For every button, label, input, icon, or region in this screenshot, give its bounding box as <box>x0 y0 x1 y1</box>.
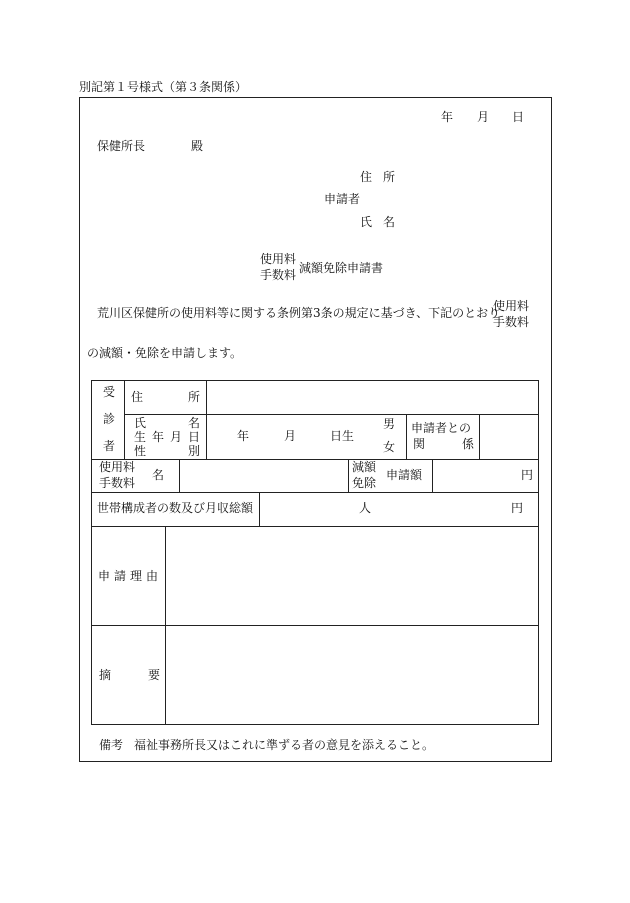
sex-male: 男 <box>383 417 396 431</box>
sex-label-2: 別 <box>188 444 201 458</box>
heading-suffix: 減額免除申請書 <box>299 261 384 275</box>
birth-day: 日生 <box>330 429 355 443</box>
name-label-1: 氏 <box>134 416 147 430</box>
household-persons-unit: 人 <box>359 501 372 515</box>
patient-address-label-1: 住 <box>131 390 144 404</box>
patient-address-label-2: 所 <box>188 390 201 404</box>
relation-label-3: 係 <box>462 437 475 451</box>
remarks-label-1: 摘 <box>99 668 112 682</box>
name-label-2: 名 <box>188 416 201 430</box>
reduction-line2: 免除 <box>352 476 377 490</box>
relation-label-2: 関 <box>413 437 426 451</box>
birth-label-4: 日 <box>188 430 201 444</box>
household-income-yen: 円 <box>511 501 524 515</box>
reason-label-4: 由 <box>146 569 159 583</box>
sex-female: 女 <box>383 440 396 454</box>
body-line2: の減額・免除を申請します。 <box>87 346 243 360</box>
date-day: 日 <box>512 110 525 124</box>
patient-label-2: 診 <box>103 412 116 426</box>
reason-label-2: 請 <box>114 569 127 583</box>
patient-label-1: 受 <box>103 385 116 399</box>
patient-label-3: 者 <box>103 439 116 453</box>
heading-fee-line2: 手数料 <box>260 268 297 282</box>
fee-name-line2: 手数料 <box>99 476 136 490</box>
note-text: 福祉事務所長又はこれに準ずる者の意見を添えること。 <box>134 738 435 752</box>
note-label: 備考 <box>99 738 124 752</box>
body-line1: 荒川区保健所の使用料等に関する条例第3条の規定に基づき、下記のとおり <box>97 306 501 320</box>
heading-fee-line1: 使用料 <box>260 252 297 266</box>
date-year: 年 <box>441 110 454 124</box>
birth-month: 月 <box>284 429 297 443</box>
reduction-line1: 減額 <box>352 460 377 474</box>
body-fee-line2: 手数料 <box>493 315 530 329</box>
fee-name-suffix: 名 <box>152 468 165 482</box>
sex-label-1: 性 <box>134 444 147 458</box>
household-label: 世帯構成者の数及び月収総額 <box>97 501 254 515</box>
applicant-address-label-1: 住 <box>360 170 373 184</box>
fee-name-line1: 使用料 <box>99 460 136 474</box>
relation-label-1: 申請者との <box>411 421 472 435</box>
reason-label-1: 申 <box>98 569 111 583</box>
request-amount-yen: 円 <box>521 468 534 482</box>
body-fee-line1: 使用料 <box>493 299 530 313</box>
applicant-address-label-2: 所 <box>383 170 396 184</box>
date-month: 月 <box>477 110 490 124</box>
addressee-name: 保健所長 <box>97 139 146 153</box>
reason-label-3: 理 <box>130 569 143 583</box>
request-amount-label: 申請額 <box>386 468 423 482</box>
remarks-label-2: 要 <box>148 668 161 682</box>
birth-year: 年 <box>237 429 250 443</box>
birth-label-3: 月 <box>170 430 183 444</box>
applicant-name-label-2: 名 <box>383 215 396 229</box>
applicant-label: 申請者 <box>324 192 361 206</box>
form-title: 別記第１号様式（第３条関係） <box>79 80 248 94</box>
birth-label-1: 生 <box>134 430 147 444</box>
birth-label-2: 年 <box>152 430 165 444</box>
applicant-name-label-1: 氏 <box>360 215 373 229</box>
addressee-honorific: 殿 <box>191 139 204 153</box>
